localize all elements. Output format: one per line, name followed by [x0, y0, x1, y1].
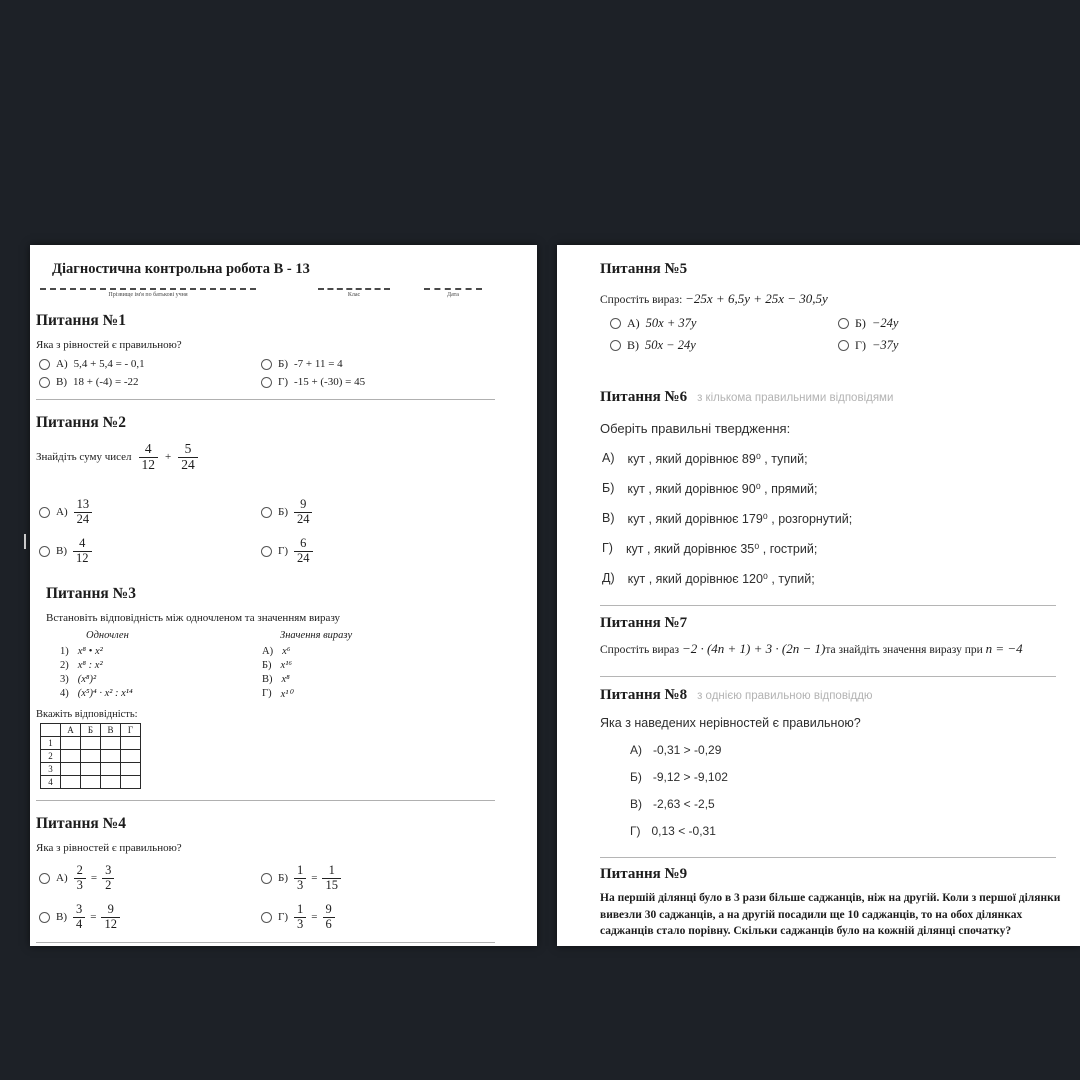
list-item: 3) (x⁸)²	[60, 674, 97, 686]
math-expression: −25x + 6,5y + 25x − 30,5y	[685, 291, 828, 306]
table-row	[41, 737, 141, 750]
question-1	[36, 312, 509, 400]
fraction-equation: $\frac{1}{3}$ = $\frac{1}{15}$	[294, 864, 341, 892]
radio-button[interactable]	[261, 377, 272, 388]
radio-button[interactable]	[838, 318, 849, 329]
option-g: Г) −37y	[838, 338, 1055, 353]
option-g[interactable]: Г) 0,13 < -0,31	[630, 824, 716, 838]
table-row	[41, 763, 141, 776]
radio-button[interactable]	[261, 507, 272, 518]
row-header: 2	[41, 750, 61, 763]
question-prompt: Яка з наведених нерівностей є правильною?	[600, 716, 861, 730]
fraction: $\frac{13}{24}$	[74, 498, 93, 526]
document-page-left[interactable]	[30, 245, 537, 946]
list-item: 1) x⁸ • x²	[60, 646, 103, 658]
option-a[interactable]: А) -0,31 > -0,29	[630, 743, 722, 757]
question-prompt: Встановіть відповідність між одночленом та значенням виразу	[46, 612, 341, 625]
divider	[600, 676, 1056, 677]
option-a: А) $\frac{13}{24}$	[39, 498, 261, 526]
divider	[600, 857, 1056, 858]
option-text: -9,12 > -9,102	[652, 770, 728, 784]
option-a: А) 50x + 37y	[610, 316, 838, 331]
divider	[36, 399, 495, 400]
question-prompt: Оберіть правильні твердження:	[600, 421, 791, 436]
option-g: Г) $\frac{1}{3}$ = $\frac{9}{6}$	[261, 903, 509, 931]
column-header: В	[101, 724, 121, 737]
radio-button[interactable]	[261, 873, 272, 884]
student-info-line	[40, 288, 509, 298]
answer-cell[interactable]	[101, 737, 121, 750]
question-7	[600, 615, 1055, 677]
list-item: Б) x¹⁶	[262, 660, 292, 672]
fraction-equation: $\frac{2}{3}$ = $\frac{3}{2}$	[74, 864, 115, 892]
question-subtitle: з кількома правильними відповідями	[697, 392, 894, 404]
divider	[36, 942, 495, 943]
option-text: −37y	[871, 338, 899, 352]
radio-button[interactable]	[261, 546, 272, 557]
question-6	[600, 389, 1055, 606]
answer-cell[interactable]	[61, 776, 81, 789]
column-header: Б	[81, 724, 101, 737]
option-b: Б) $\frac{1}{3}$ = $\frac{1}{15}$	[261, 864, 509, 892]
option-text: кут , який дорівнює 120⁰ , тупий;	[627, 572, 815, 586]
options-grid	[39, 864, 509, 931]
row-header: 1	[41, 737, 61, 750]
fraction: $\frac{5}{24}$	[178, 442, 198, 472]
dashed-line	[40, 288, 256, 290]
option-v: В) $\frac{3}{4}$ = $\frac{9}{12}$	[39, 903, 261, 931]
option-text: 50x − 24y	[645, 338, 696, 352]
radio-button[interactable]	[261, 912, 272, 923]
dashed-line	[424, 288, 482, 290]
question-title: Питання №1	[36, 312, 126, 329]
option-text: 0,13 < -0,31	[651, 824, 716, 838]
question-title: Питання №9	[600, 866, 688, 882]
answer-cell[interactable]	[121, 737, 141, 750]
fraction: $\frac{6}{24}$	[294, 537, 313, 565]
equals-sign: =	[311, 911, 318, 924]
option-text: −24y	[871, 316, 899, 330]
question-8	[600, 687, 1055, 858]
radio-button[interactable]	[610, 318, 621, 329]
fraction: $\frac{9}{24}$	[294, 498, 313, 526]
corner-cell	[41, 724, 61, 737]
question-prompt: Спростіть вираз: −25x + 6,5y + 25x − 30,5y	[600, 291, 828, 306]
answer-cell[interactable]	[81, 776, 101, 789]
answer-cell[interactable]	[101, 750, 121, 763]
matching-lists	[60, 630, 509, 700]
list-item: 2) x⁸ : x²	[60, 660, 103, 672]
answer-cell[interactable]	[81, 750, 101, 763]
column-header: А	[61, 724, 81, 737]
option-g: Г) -15 + (-30) = 45	[261, 376, 509, 388]
values-column	[262, 630, 352, 700]
options-grid	[39, 358, 509, 388]
question-title: Питання №4	[36, 815, 126, 833]
option-text: 5,4 + 5,4 = - 0,1	[73, 358, 145, 370]
math-condition: n = −4	[985, 641, 1023, 656]
answer-cell[interactable]	[61, 737, 81, 750]
radio-button[interactable]	[261, 359, 272, 370]
column-header: Г	[121, 724, 141, 737]
monomials-column	[60, 630, 262, 700]
option-b[interactable]: Б) -9,12 > -9,102	[630, 770, 728, 784]
answer-cell[interactable]	[101, 763, 121, 776]
option-text: кут , який дорівнює 35⁰ , гострий;	[625, 542, 818, 556]
option-g[interactable]: Г) кут , який дорівнює 35⁰ , гострий;	[602, 541, 818, 556]
option-b[interactable]: Б) кут , який дорівнює 90⁰ , прямий;	[602, 481, 818, 496]
question-title: Питання №6	[600, 389, 688, 405]
question-5	[600, 261, 1055, 353]
option-g: Г) $\frac{6}{24}$	[261, 537, 509, 565]
answer-matching-table	[40, 723, 141, 789]
question-text: На першій ділянці було в 3 рази більше саджанців, ніж на другій. Коли з першої ділянки вивезли 30 саджанців, а на другій посадили ще 10 саджанців, то на обох ділянках саджанців стало порівну. Скільки саджанців було на кожній ділянці спочатку?	[600, 892, 1061, 938]
document-page-right[interactable]	[557, 245, 1080, 946]
document-title: Діагностична контрольна робота В - 13	[52, 261, 310, 277]
equals-sign: =	[90, 872, 98, 885]
table-row	[41, 776, 141, 789]
list-item: В) x⁸	[262, 674, 290, 686]
radio-button[interactable]	[838, 340, 849, 351]
question-prompt: Спростіть вираз −2 · (4n + 1) + 3 · (2n − 1)та знайдіть значення виразу при n = −4	[600, 641, 1023, 656]
radio-button[interactable]	[610, 340, 621, 351]
option-v: В) 50x − 24y	[610, 338, 838, 353]
plus-sign: +	[165, 451, 172, 464]
divider	[600, 605, 1056, 606]
options-grid	[39, 498, 509, 565]
fraction-equation: $\frac{1}{3}$ = $\frac{9}{6}$	[294, 903, 335, 931]
option-d[interactable]: Д) кут , який дорівнює 120⁰ , тупий;	[602, 571, 815, 586]
text-cursor	[24, 534, 26, 549]
option-b: Б) $\frac{9}{24}$	[261, 498, 509, 526]
math-expression: −2 · (4n + 1) + 3 · (2n − 1)	[681, 641, 826, 656]
question-title: Питання №2	[36, 414, 126, 431]
row-header: 4	[41, 776, 61, 789]
question-subtitle: з однією правильною відповіддю	[697, 690, 873, 702]
option-a: А) 5,4 + 5,4 = - 0,1	[39, 358, 261, 370]
options-grid	[610, 316, 1055, 353]
answer-cell[interactable]	[121, 750, 141, 763]
dashed-line	[318, 288, 390, 290]
radio-button[interactable]	[39, 359, 50, 370]
answer-cell[interactable]	[121, 776, 141, 789]
option-v[interactable]: В) -2,63 < -2,5	[630, 797, 715, 811]
option-text: 50x + 37y	[645, 316, 697, 330]
option-v: В) $\frac{4}{12}$	[39, 537, 261, 565]
answer-cell[interactable]	[61, 763, 81, 776]
option-a: А) $\frac{2}{3}$ = $\frac{3}{2}$	[39, 864, 261, 892]
radio-button[interactable]	[39, 873, 50, 884]
question-title: Питання №7	[600, 615, 688, 631]
option-v: В) 18 + (-4) = -22	[39, 376, 261, 388]
option-b: Б) −24y	[838, 316, 1055, 331]
row-header: 3	[41, 763, 61, 776]
option-text: -2,63 < -2,5	[653, 797, 715, 811]
field-class: Клас	[318, 288, 390, 298]
option-v[interactable]: В) кут , який дорівнює 179⁰ , розгорнутий;	[602, 511, 853, 526]
question-title: Питання №8	[600, 687, 688, 703]
question-9	[600, 866, 1061, 940]
radio-button[interactable]	[39, 377, 50, 388]
question-title: Питання №3	[46, 585, 136, 603]
radio-button[interactable]	[39, 546, 50, 557]
option-text: -7 + 11 = 4	[293, 358, 343, 370]
list-item: 4) (x⁵)⁴ · x² : x¹⁴	[60, 688, 133, 700]
table-header-row	[41, 724, 141, 737]
field-student-name: Прізвище ім'я по батькові учня	[40, 288, 256, 298]
option-text: кут , який дорівнює 90⁰ , прямий;	[627, 482, 818, 496]
question-title: Питання №5	[600, 261, 688, 277]
column-header: Значення виразу	[280, 630, 353, 642]
answer-cell[interactable]	[121, 763, 141, 776]
option-text: 18 + (-4) = -22	[73, 376, 139, 388]
fraction: $\frac{4}{12}$	[73, 537, 92, 565]
answer-cell[interactable]	[61, 750, 81, 763]
question-4	[36, 815, 509, 943]
table-caption: Вкажіть відповідність:	[36, 709, 138, 721]
option-b: Б) -7 + 11 = 4	[261, 358, 509, 370]
fraction-equation: $\frac{3}{4}$ = $\frac{9}{12}$	[73, 903, 120, 931]
option-text: кут , який дорівнює 89⁰ , тупий;	[627, 452, 808, 466]
list-item: А) x⁶	[262, 646, 291, 658]
divider	[36, 800, 495, 801]
option-a[interactable]: А) кут , який дорівнює 89⁰ , тупий;	[602, 451, 808, 466]
question-prompt: Яка з рівностей є правильною?	[36, 339, 182, 351]
answer-cell[interactable]	[81, 737, 101, 750]
question-prompt: Яка з рівностей є правильною?	[36, 842, 182, 855]
option-text: кут , який дорівнює 179⁰ , розгорнутий;	[627, 512, 853, 526]
option-text: -15 + (-30) = 45	[294, 376, 366, 388]
equals-sign: =	[311, 872, 318, 885]
question-3	[36, 585, 509, 801]
answer-cell[interactable]	[81, 763, 101, 776]
fraction: $\frac{4}{12}$	[139, 442, 159, 472]
table-row	[41, 750, 141, 763]
radio-button[interactable]	[39, 912, 50, 923]
list-item: Г) x¹⁰	[262, 688, 293, 701]
answer-cell[interactable]	[101, 776, 121, 789]
equals-sign: =	[90, 911, 97, 924]
question-2	[36, 414, 509, 565]
option-text: -0,31 > -0,29	[653, 743, 722, 757]
column-header: Одночлен	[86, 630, 129, 642]
field-date: Дата	[424, 288, 482, 298]
question-expression: Знайдіть суму чисел $\frac{4}{12}$ + $\frac{5}{24}$	[36, 442, 509, 472]
radio-button[interactable]	[39, 507, 50, 518]
